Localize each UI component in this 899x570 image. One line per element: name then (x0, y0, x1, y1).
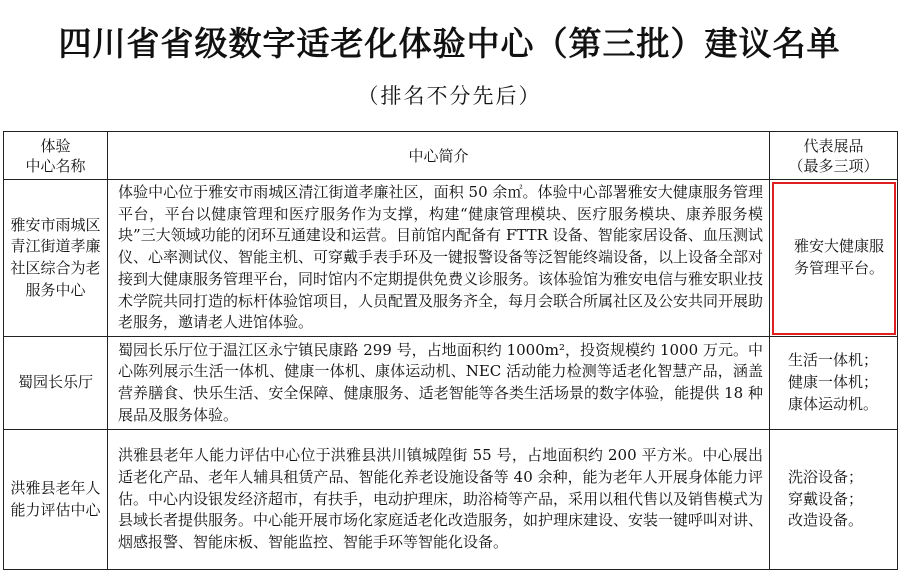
center-list-table (3, 131, 898, 570)
products-text: 雅安大健康服务管理平台。 (794, 237, 885, 277)
header-row (4, 132, 898, 180)
document-subtitle: （排名不分先后） (357, 84, 542, 108)
document-title: 四川省省级数字适老化体验中心（第三批）建议名单 (58, 24, 841, 63)
center-intro-cell: 洪雅县老年人能力评估中心位于洪雅县洪川镇城隍街 55 号，占地面积约 200 平方米。中心展出适老化产品、老年人辅具租赁产品、智能化养老设施设备等 40 余种，能为老年人开展身体能力评估。中心内设银发经济超市，有扶手，电动护理床，助浴椅等产品，采用以租代售以及销售模式为县域长者提供服务。中心能开展市场化家庭适老化改造服务，如护理床建设、安装一键呼叫对讲、烟感报警、智能床板、智能监控、智能手环等智能化设备。 (108, 430, 770, 570)
products-cell: 生活一体机； 健康一体机； 康体运动机。 (770, 337, 898, 430)
center-intro-cell: 体验中心位于雅安市雨城区清江街道孝廉社区，面积 50 余㎡。体验中心部署雅安大健康服务管理平台，平台以健康管理和医疗服务作为支撑，构建“健康管理模块、医疗服务模块、康养服务模块”三大领域功能的闭环互通建设和运营。目前馆内配备有 FTTR 设备、智能家居设备、血压测试仪、心率测试仪、智能主机、可穿戴手表手环及一键报警设备等泛智能终端设备，以上设备全部对接到大健康服务管理平台，同时馆内不定期提供免费义诊服务。该体验馆为雅安电信与雅安职业技术学院共同打造的标杆体验馆项目，人员配置及服务齐全，每月会联合所属社区及公安共同开展助老服务，邀请老人进馆体验。 (108, 180, 770, 337)
table-row (4, 180, 898, 337)
center-name-cell: 雅安市雨城区青江街道孝廉社区综合为老服务中心 (4, 180, 108, 337)
center-intro-cell: 蜀园长乐厅位于温江区永宁镇民康路 299 号，占地面积约 1000m²，投资规模约 1000 万元。中心陈列展示生活一体机、健康一体机、康体运动机、NEC 活动能力检测等适老化智慧产品，涵盖营养膳食、快乐生活、安全保障、健康服务、适老智能等各类生活场景的数字体验，能提供 18 种展品及服务体验。 (108, 337, 770, 430)
header-center-name: 体验 中心名称 (4, 132, 108, 180)
table-row (4, 430, 898, 570)
table-row (4, 337, 898, 430)
header-center-intro: 中心简介 (108, 132, 770, 180)
center-name-cell: 洪雅县老年人能力评估中心 (4, 430, 108, 570)
center-name-cell: 蜀园长乐厅 (4, 337, 108, 430)
products-cell-highlighted (770, 180, 898, 337)
products-cell: 洗浴设备； 穿戴设备； 改造设备。 (770, 430, 898, 570)
header-products: 代表展品 （最多三项） (770, 132, 898, 180)
